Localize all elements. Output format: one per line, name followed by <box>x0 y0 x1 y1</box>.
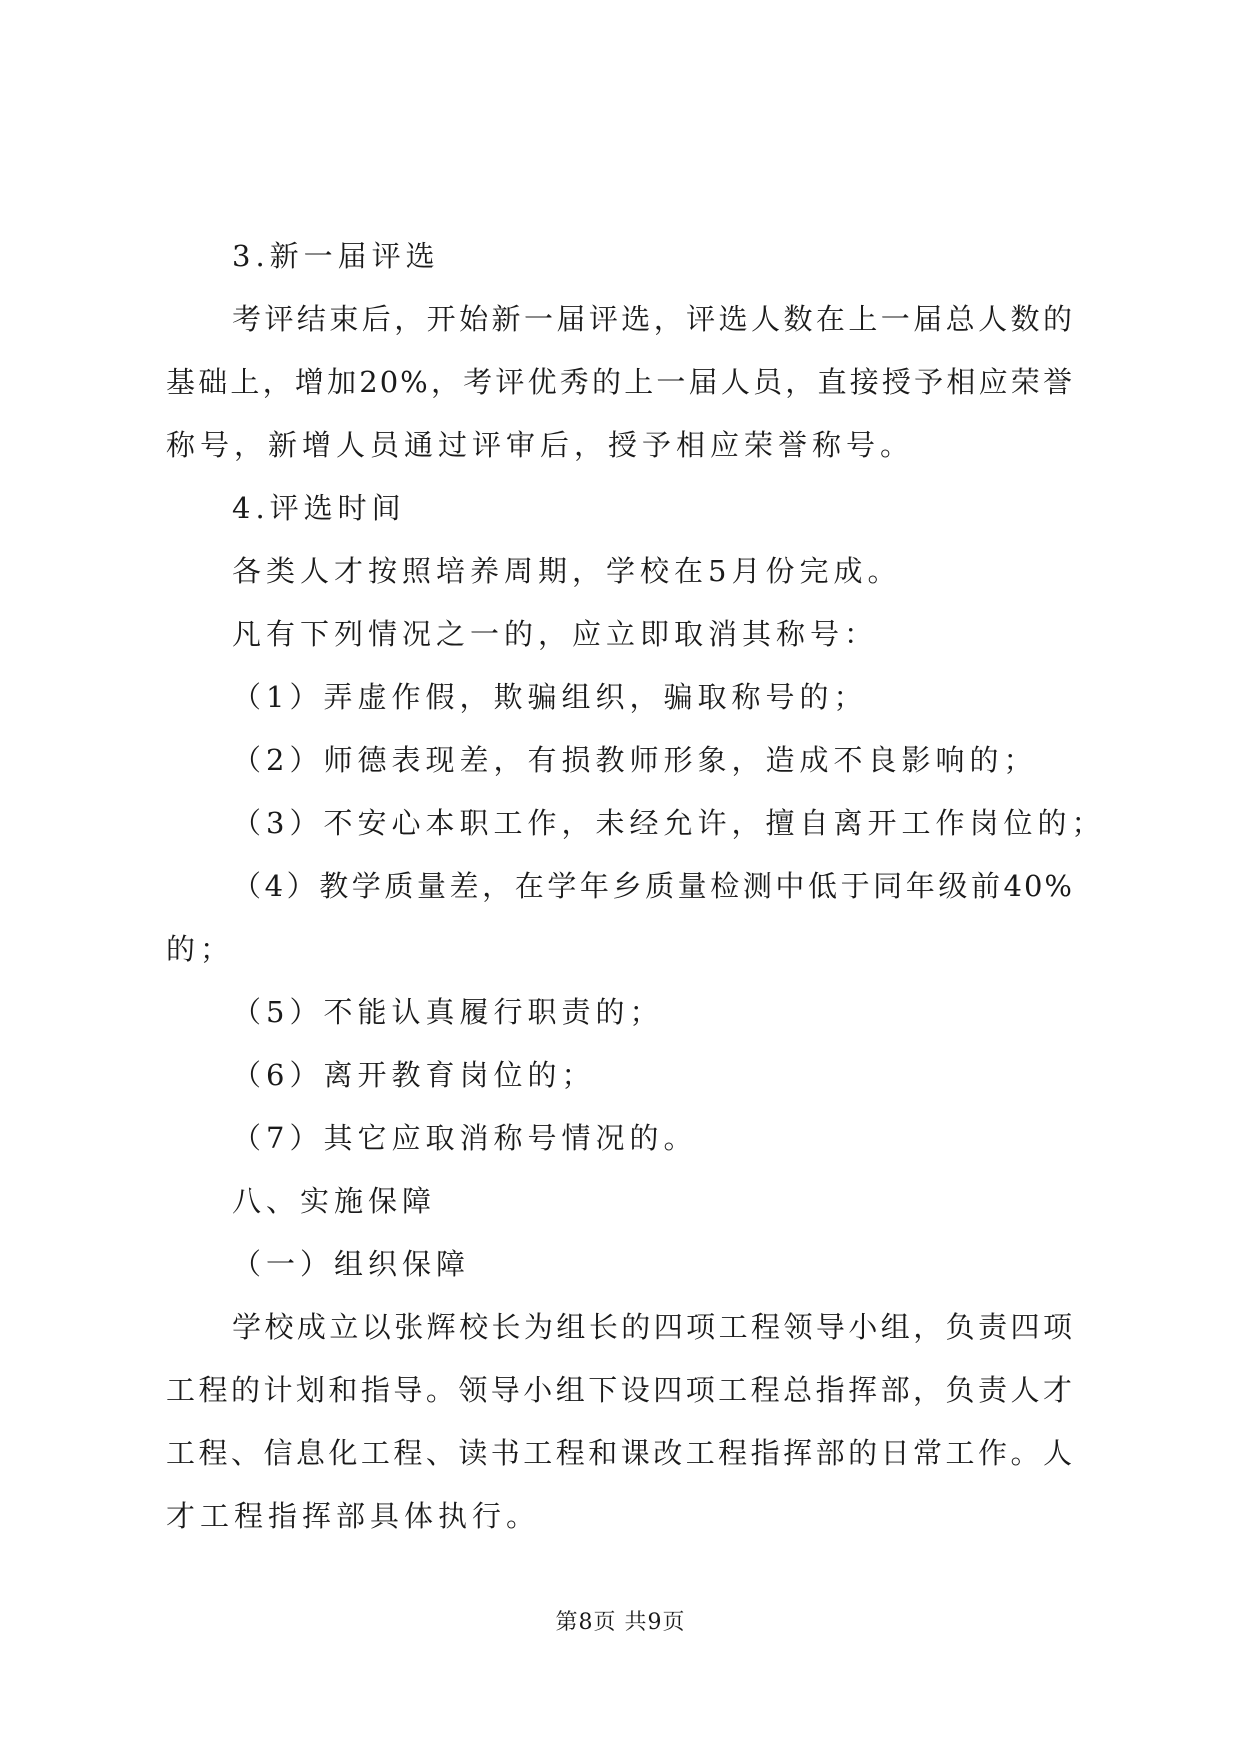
paragraph-line: 称号，新增人员通过评审后，授予相应荣誉称号。 <box>166 428 915 462</box>
paragraph-line: 工程的计划和指导。领导小组下设四项工程总指挥部，负责人才 <box>166 1373 1074 1407</box>
section-heading-selection-time: 4.评选时间 <box>232 491 406 525</box>
paragraph-line: 考评结束后，开始新一届评选，评选人数在上一届总人数的 <box>232 302 1074 336</box>
list-item: （1）弄虚作假，欺骗组织，骗取称号的； <box>232 680 868 714</box>
list-item: （6）离开教育岗位的； <box>232 1058 596 1092</box>
list-item: （7）其它应取消称号情况的。 <box>232 1121 698 1155</box>
list-item: （2）师德表现差，有损教师形象，造成不良影响的； <box>232 743 1038 777</box>
list-item: （5）不能认真履行职责的； <box>232 995 664 1029</box>
section-heading-new-selection: 3.新一届评选 <box>232 239 440 273</box>
section-heading-implementation: 八、实施保障 <box>232 1184 437 1218</box>
paragraph-line: 才工程指挥部具体执行。 <box>166 1499 541 1533</box>
paragraph-line: 各类人才按照培养周期，学校在5月份完成。 <box>232 554 902 588</box>
paragraph-line: 工程、信息化工程、读书工程和课改工程指挥部的日常工作。人 <box>166 1436 1074 1470</box>
list-item: （4）教学质量差，在学年乡质量检测中低于同年级前40% <box>232 869 1074 903</box>
paragraph-line: 学校成立以张辉校长为组长的四项工程领导小组，负责四项 <box>232 1310 1074 1344</box>
list-item-continuation: 的； <box>166 932 235 966</box>
paragraph-line: 基础上，增加20%，考评优秀的上一届人员，直接授予相应荣誉 <box>166 365 1074 399</box>
list-item: （3）不安心本职工作，未经允许，擅自离开工作岗位的； <box>232 806 1106 840</box>
paragraph-line: 凡有下列情况之一的，应立即取消其称号： <box>232 617 879 651</box>
page-number-footer: 第8页 共9页 <box>555 1610 686 1635</box>
subsection-heading-organization: （一）组织保障 <box>232 1247 471 1281</box>
